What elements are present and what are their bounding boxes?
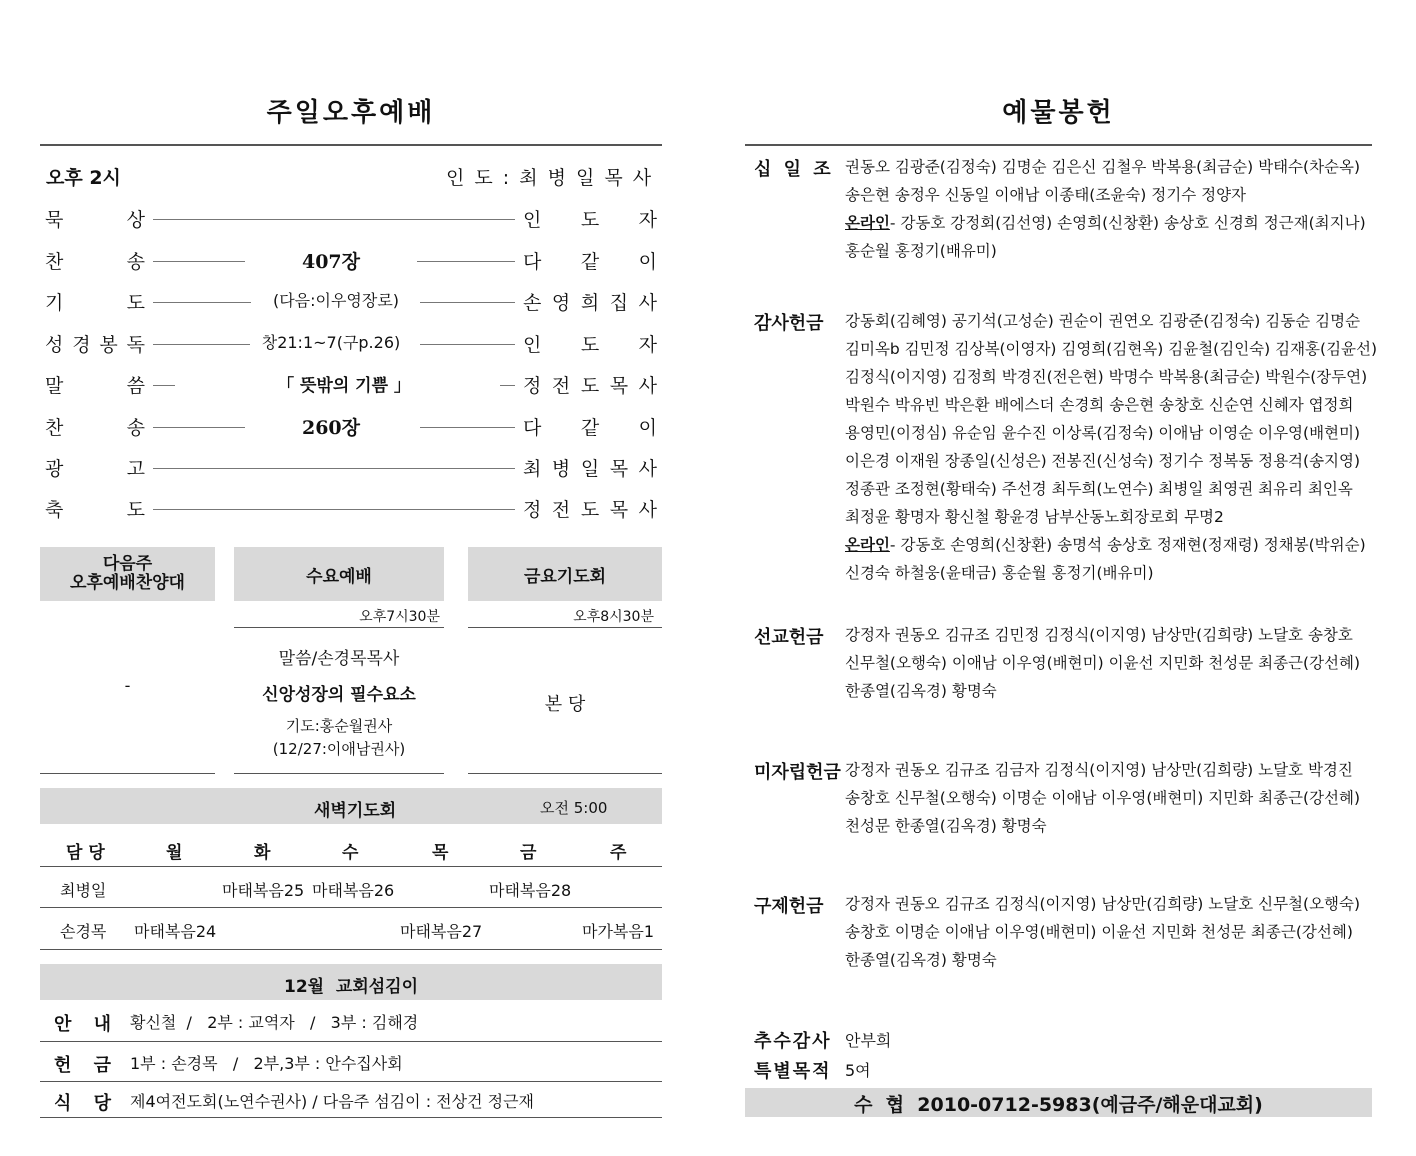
order-person-char: 사 bbox=[638, 499, 657, 521]
leader-line bbox=[420, 427, 515, 428]
service-value: 황신철 / 2부 : 교역자 / 3부 : 김해경 bbox=[130, 1013, 419, 1032]
dawn-time: 오전 5:00 bbox=[540, 799, 608, 817]
order-item-label bbox=[45, 330, 145, 357]
dawn-title: 새벽기도회 bbox=[314, 801, 397, 821]
leader-line bbox=[153, 385, 175, 386]
order-person-char: 목 bbox=[609, 458, 629, 480]
order-person-char: 손 bbox=[523, 292, 542, 314]
order-person-char: 영 bbox=[551, 292, 571, 314]
order-person-char: 희 bbox=[580, 292, 600, 314]
left-title: 주일오후예배 bbox=[266, 98, 436, 128]
order-item-char: 광 bbox=[45, 458, 64, 480]
order-person-char: 목 bbox=[609, 375, 629, 397]
order-item-char: 상 bbox=[126, 209, 145, 231]
online-names: 홍순월 홍정기(배유미) bbox=[845, 242, 997, 260]
order-person-char: 집 bbox=[609, 292, 629, 314]
dawn-col-fri: 금 bbox=[520, 843, 537, 863]
order-item-label bbox=[45, 247, 145, 274]
service-key: 헌 금 bbox=[54, 1055, 120, 1076]
order-item-label bbox=[45, 288, 145, 315]
left-title-rule bbox=[40, 144, 662, 146]
service-leader: 인 도 : 최 병 일 목 사 bbox=[446, 167, 654, 189]
order-person-char: 도 bbox=[580, 334, 600, 356]
order-person bbox=[523, 371, 657, 398]
order-item-char: 도 bbox=[126, 499, 145, 521]
order-person bbox=[523, 495, 657, 522]
order-person-char: 같 bbox=[580, 417, 600, 439]
leader-line bbox=[500, 385, 515, 386]
order-item-char: 축 bbox=[45, 499, 64, 521]
order-item-char: 경 bbox=[72, 334, 91, 356]
offering-names bbox=[845, 621, 1375, 705]
service-rule-3 bbox=[40, 1117, 662, 1118]
order-item-char: 찬 bbox=[45, 251, 64, 273]
table-row bbox=[40, 909, 662, 949]
offering-line: 강정자 권동오 김규조 김민정 김정식(이지영) 남상만(김희량) 노달호 송창호 bbox=[845, 626, 1353, 644]
order-item-char: 씀 bbox=[126, 375, 145, 397]
leader-line bbox=[153, 509, 515, 510]
order-person-char: 이 bbox=[638, 251, 657, 273]
special-value: 5여 bbox=[845, 1061, 871, 1080]
dawn-col-headers bbox=[40, 828, 662, 868]
dawn-col-leader: 담 당 bbox=[66, 843, 105, 863]
leader-line bbox=[153, 302, 251, 303]
friday-header: 금요기도회 bbox=[468, 547, 662, 601]
order-item-detail: 407장 bbox=[301, 251, 360, 273]
offering-label: 구제헌금 bbox=[754, 896, 824, 917]
leader-line bbox=[153, 219, 515, 220]
order-person-char: 목 bbox=[609, 499, 629, 521]
order-person-char: 다 bbox=[523, 251, 542, 273]
worship-order-row bbox=[45, 247, 657, 277]
order-person-char: 자 bbox=[638, 334, 657, 356]
order-item-label bbox=[45, 371, 145, 398]
order-person-char: 사 bbox=[638, 292, 657, 314]
order-item-label bbox=[45, 454, 145, 481]
wednesday-time: 오후7시30분 bbox=[359, 609, 440, 625]
offering-line: 권동오 김광준(김정숙) 김명순 김은신 김철우 박복용(최금순) 박태수(차순옥) bbox=[845, 158, 1361, 176]
offering-line: 김정식(이지영) 김정희 박경진(전은현) 박명수 박복용(최금순) 박원수(장두연) bbox=[845, 368, 1368, 386]
thanksgiving-label: 추수감사 bbox=[754, 1031, 832, 1052]
dawn-rule-1 bbox=[40, 866, 662, 867]
dawn-rule-3 bbox=[40, 949, 662, 950]
offering-online-line bbox=[845, 559, 1375, 587]
next-choir-line1: 다음주 bbox=[102, 554, 153, 574]
order-item-char: 고 bbox=[126, 458, 145, 480]
order-item-char: 독 bbox=[126, 334, 145, 356]
friday-time: 오후8시30분 bbox=[573, 609, 654, 625]
next-choir-bottom-rule bbox=[40, 773, 215, 774]
wednesday-prayer-next: (12/27:이애남권사) bbox=[272, 740, 406, 758]
offering-line: 송창호 신무철(오행숙) 이명순 이애남 이우영(배현미) 지민화 최종근(강선혜) bbox=[845, 789, 1361, 807]
offering-line: 용영민(이정심) 유순임 윤수진 이상록(김정숙) 이애남 이영순 이우영(배현미) bbox=[845, 424, 1361, 442]
order-item-char: 기 bbox=[45, 292, 64, 314]
order-item-char: 찬 bbox=[45, 417, 64, 439]
online-tag: 온라인 bbox=[845, 536, 890, 554]
order-person bbox=[523, 288, 657, 315]
worship-order-row bbox=[45, 495, 657, 525]
offering-online-line bbox=[845, 531, 1375, 559]
wednesday-speaker: 말씀/손경목목사 bbox=[278, 649, 400, 669]
order-person-char: 전 bbox=[551, 499, 571, 521]
next-choir-value: - bbox=[124, 676, 131, 695]
order-item-char: 묵 bbox=[45, 209, 64, 231]
right-title: 예물봉헌 bbox=[1002, 98, 1115, 128]
friday-place: 본 당 bbox=[544, 694, 586, 715]
offering-line: 한종열(김옥경) 황명숙 bbox=[845, 951, 997, 969]
dawn-col-wed: 수 bbox=[342, 843, 359, 863]
order-person-char: 자 bbox=[638, 209, 657, 231]
next-choir-header bbox=[40, 547, 215, 601]
order-person-char: 도 bbox=[580, 375, 600, 397]
worship-order-row bbox=[45, 371, 657, 401]
service-time: 오후 2시 bbox=[46, 167, 121, 189]
table-row bbox=[40, 868, 662, 908]
offering-line: 이은경 이재원 장종일(신성은) 전봉진(신성숙) 정기수 정복동 정용걱(송지영) bbox=[845, 452, 1361, 470]
dawn-entry: 마태복음26 bbox=[312, 881, 395, 900]
offering-line: 박원수 박유빈 박은환 배에스더 손경희 송은현 송창호 신순연 신혜자 엽정희 bbox=[845, 396, 1354, 414]
offering-line: 천성문 한종열(김옥경) 황명숙 bbox=[845, 817, 1047, 835]
wednesday-sermon: 신앙성장의 필수요소 bbox=[262, 685, 416, 705]
leader-line bbox=[153, 468, 515, 469]
leader-line bbox=[153, 344, 250, 345]
worship-order-row bbox=[45, 330, 657, 360]
order-person-char: 전 bbox=[551, 375, 571, 397]
order-item-label bbox=[45, 495, 145, 522]
order-item-char: 송 bbox=[126, 251, 145, 273]
dawn-col-tue: 화 bbox=[254, 843, 271, 863]
wednesday-bottom-rule bbox=[234, 773, 444, 774]
dawn-col-thu: 목 bbox=[432, 843, 449, 863]
dawn-leader-name: 최병일 bbox=[60, 881, 107, 900]
offering-line: 송은현 송정우 신동일 이애남 이종태(조윤숙) 정기수 정양자 bbox=[845, 186, 1247, 204]
friday-bottom-rule bbox=[468, 773, 662, 774]
service-row-usher bbox=[40, 1001, 662, 1041]
order-person-char: 도 bbox=[580, 499, 600, 521]
leader-line bbox=[420, 344, 515, 345]
dawn-entry: 마태복음28 bbox=[489, 881, 572, 900]
service-title: 12월 교회섬김이 bbox=[283, 977, 419, 997]
order-item-detail: 「 뜻밖의 기쁨 」 bbox=[277, 376, 411, 396]
order-person-char: 인 bbox=[523, 334, 542, 356]
order-person bbox=[523, 413, 657, 440]
offering-label: 감사헌금 bbox=[754, 313, 824, 334]
dawn-leader-name: 손경목 bbox=[60, 922, 107, 941]
order-person-char: 인 bbox=[523, 209, 542, 231]
thanksgiving-value: 안부희 bbox=[845, 1031, 892, 1050]
worship-order-row bbox=[45, 288, 657, 318]
offering-online-line bbox=[845, 209, 1375, 237]
wednesday-time-rule bbox=[234, 627, 444, 628]
service-key: 식 당 bbox=[54, 1093, 120, 1114]
order-item-char: 봉 bbox=[99, 334, 118, 356]
order-item-char: 말 bbox=[45, 375, 64, 397]
service-value: 1부 : 손경목 / 2부,3부 : 안수집사회 bbox=[130, 1054, 403, 1073]
order-person-char: 이 bbox=[638, 417, 657, 439]
order-item-detail: 260장 bbox=[301, 417, 360, 439]
offering-line: 김미옥b 김민정 김상복(이영자) 김영희(김현옥) 김윤철(김인숙) 김재홍(김윤선) bbox=[845, 340, 1378, 358]
order-person bbox=[523, 247, 657, 274]
order-item-detail: 창21:1~7(구p.26) bbox=[261, 333, 401, 352]
offering-names bbox=[845, 153, 1375, 265]
offering-names bbox=[845, 890, 1375, 974]
dawn-entry: 마태복음25 bbox=[222, 881, 305, 900]
order-person bbox=[523, 454, 657, 481]
worship-order-row bbox=[45, 454, 657, 484]
service-key: 안 내 bbox=[54, 1014, 120, 1035]
offering-line: 최정윤 황명자 황신철 황윤경 남부산동노회장로회 무명2 bbox=[845, 508, 1224, 526]
order-item-char: 송 bbox=[126, 417, 145, 439]
order-person bbox=[523, 330, 657, 357]
order-person-char: 도 bbox=[580, 209, 600, 231]
offering-names bbox=[845, 307, 1378, 587]
order-item-char: 성 bbox=[45, 334, 64, 356]
offering-label: 십 일 조 bbox=[754, 159, 834, 180]
bank-account: 수 협 2010-0712-5983(예금주/해운대교회) bbox=[854, 1094, 1263, 1116]
leader-line bbox=[420, 302, 515, 303]
offering-line: 송창호 이명순 이애남 이우영(배현미) 이윤선 지민화 천성문 최종근(강선혜) bbox=[845, 923, 1353, 941]
order-person-char: 정 bbox=[523, 375, 542, 397]
worship-order-row bbox=[45, 413, 657, 443]
order-person-char: 정 bbox=[523, 499, 542, 521]
offering-line: 강정자 권동오 김규조 김금자 김정식(이지영) 남상만(김희량) 노달호 박경진 bbox=[845, 761, 1353, 779]
dawn-col-mon: 월 bbox=[166, 843, 183, 863]
offering-line: 신무철(오행숙) 이애남 이우영(배현미) 이윤선 지민화 천성문 최종근(강선혜) bbox=[845, 654, 1361, 672]
order-item-char: 도 bbox=[126, 292, 145, 314]
online-names: 신경숙 하철웅(윤태금) 홍순월 홍정기(배유미) bbox=[845, 564, 1154, 582]
leader-line bbox=[417, 261, 515, 262]
dawn-col-sun: 주 bbox=[610, 843, 627, 863]
next-choir-line2: 오후예배찬양대 bbox=[70, 573, 185, 593]
dawn-entry: 마태복음27 bbox=[400, 922, 483, 941]
service-row-kitchen bbox=[40, 1080, 662, 1120]
online-names: - 강동호 손영희(신창환) 송명석 송상호 정재현(정재령) 정채봉(박위순) bbox=[889, 536, 1366, 554]
order-person-char: 일 bbox=[580, 458, 600, 480]
dawn-rule-2 bbox=[40, 907, 662, 908]
online-tag: 온라인 bbox=[845, 214, 890, 232]
online-names: - 강동호 강정회(김선영) 손영희(신창환) 송상호 신경희 정근재(최지나) bbox=[889, 214, 1366, 232]
dawn-entry: 마가복음1 bbox=[582, 922, 655, 941]
offering-line: 정종관 조정현(황태숙) 주선경 최두희(노연수) 최병일 최영권 최유리 최인옥 bbox=[845, 480, 1353, 498]
leader-line bbox=[153, 427, 245, 428]
wednesday-prayer: 기도:홍순월권사 bbox=[285, 717, 393, 735]
order-person-char: 최 bbox=[523, 458, 542, 480]
order-item-detail: (다음:이우영장로) bbox=[272, 291, 400, 310]
service-row-offering bbox=[40, 1042, 662, 1082]
offering-label: 선교헌금 bbox=[754, 627, 824, 648]
special-label: 특별목적 bbox=[754, 1061, 832, 1082]
dawn-entry: 마태복음24 bbox=[134, 922, 217, 941]
service-value: 제4여전도회(노연수권사) / 다음주 섬김이 : 전상건 정근재 bbox=[130, 1092, 534, 1111]
worship-order-row bbox=[45, 205, 657, 235]
offering-names bbox=[845, 756, 1375, 840]
offering-line: 강동회(김혜영) 공기석(고성순) 권순이 권연오 김광준(김정숙) 김동순 김명순 bbox=[845, 312, 1361, 330]
order-person bbox=[523, 205, 657, 232]
wednesday-header: 수요예배 bbox=[234, 547, 444, 601]
leader-line bbox=[153, 261, 245, 262]
right-title-rule bbox=[745, 144, 1372, 146]
order-person-char: 다 bbox=[523, 417, 542, 439]
order-person-char: 사 bbox=[638, 375, 657, 397]
order-person-char: 병 bbox=[551, 458, 571, 480]
offering-label: 미자립헌금 bbox=[754, 762, 841, 783]
order-item-label bbox=[45, 205, 145, 232]
friday-time-rule bbox=[468, 627, 662, 628]
offering-line: 한종열(김옥경) 황명숙 bbox=[845, 682, 997, 700]
order-person-char: 사 bbox=[638, 458, 657, 480]
order-person-char: 같 bbox=[580, 251, 600, 273]
offering-line: 강정자 권동오 김규조 김정식(이지영) 남상만(김희량) 노달호 신무철(오행숙) bbox=[845, 895, 1361, 913]
order-item-label bbox=[45, 413, 145, 440]
offering-online-line bbox=[845, 237, 1375, 265]
